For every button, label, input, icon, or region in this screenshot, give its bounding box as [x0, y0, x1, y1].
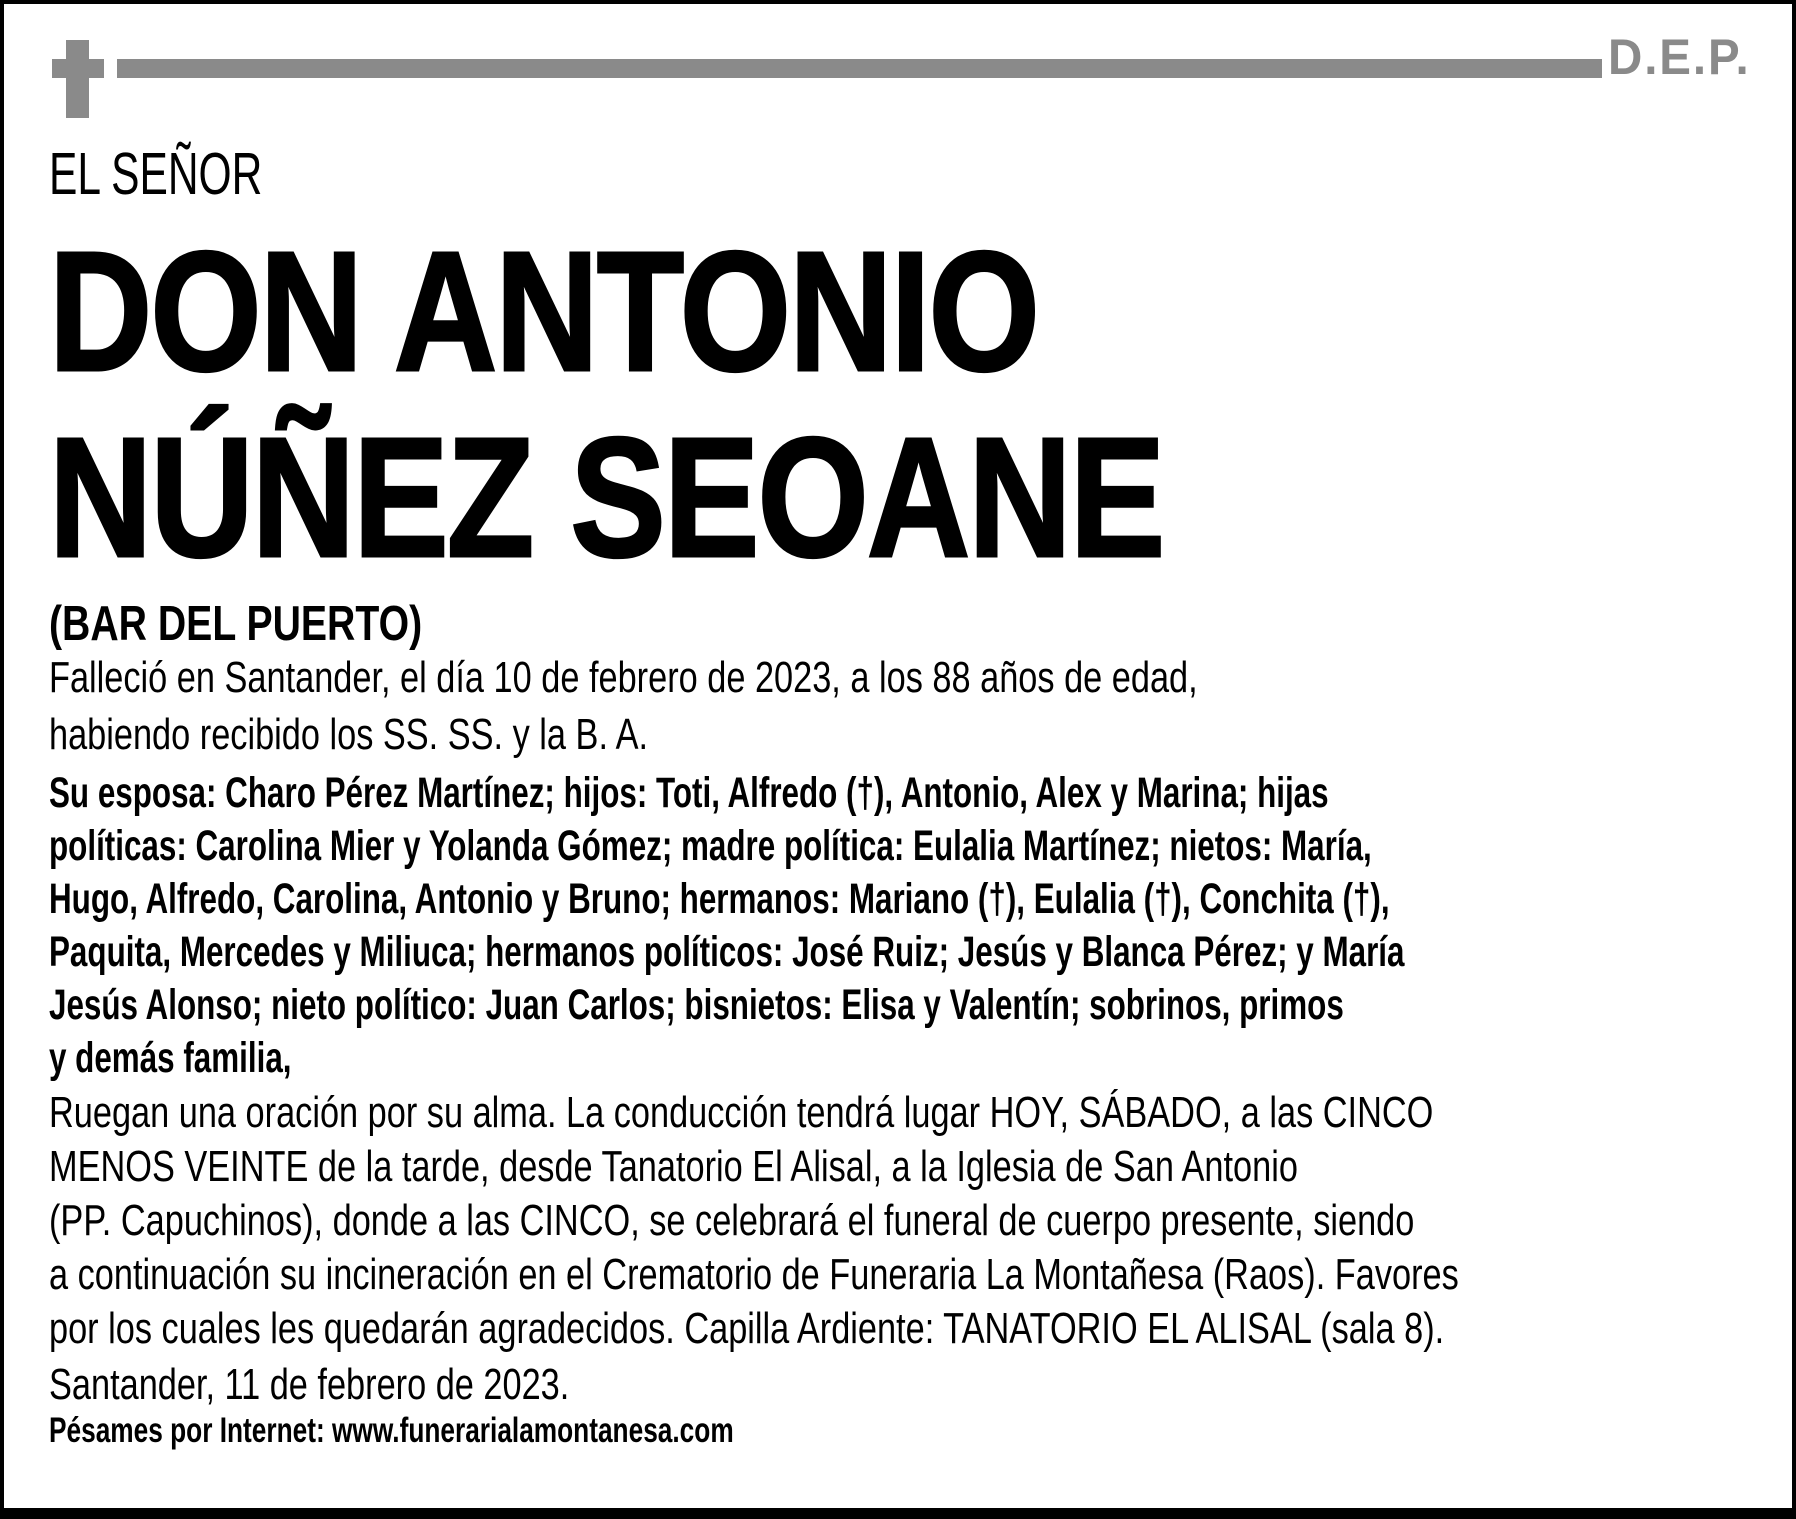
intro-text: EL SEÑOR — [49, 141, 263, 207]
family-list-line: Hugo, Alfredo, Carolina, Antonio y Bruno; hermanos: Mariano (†), Eulalia (†), Conchita (†), — [49, 875, 1390, 923]
family-list — [49, 767, 1404, 1085]
death-statement-line: Falleció en Santander, el día 10 de febrero de 2023, a los 88 años de edad, — [49, 653, 1198, 702]
dep-label: D.E.P. — [1608, 29, 1751, 85]
cross-icon — [52, 40, 104, 118]
deceased-alias: (BAR DEL PUERTO) — [49, 597, 423, 651]
death-statement — [49, 649, 1198, 763]
header-rule — [117, 59, 1602, 78]
funeral-details — [49, 1086, 1459, 1356]
funeral-details-line: MENOS VEINTE de la tarde, desde Tanatorio El Alisal, a la Iglesia de San Antonio — [49, 1142, 1298, 1191]
cross-icon-vertical-bar — [66, 40, 89, 118]
funeral-details-line: (PP. Capuchinos), donde a las CINCO, se celebrará el funeral de cuerpo presente, siendo — [49, 1196, 1415, 1245]
family-list-line: Jesús Alonso; nieto político: Juan Carlos; bisnietos: Elisa y Valentín; sobrinos, primos — [49, 981, 1344, 1029]
deceased-name-line1: DON ANTONIO — [49, 217, 1039, 407]
funeral-details-line: Ruegan una oración por su alma. La conducción tendrá lugar HOY, SÁBADO, a las CINCO — [49, 1088, 1434, 1137]
family-list-line: Paquita, Mercedes y Miliuca; hermanos políticos: José Ruiz; Jesús y Blanca Pérez; y María — [49, 928, 1405, 976]
dateline: Santander, 11 de febrero de 2023. — [49, 1360, 570, 1409]
deceased-name-line2: NÚÑEZ SEOANE — [49, 403, 1164, 593]
cross-icon-horizontal-bar — [52, 59, 104, 78]
family-list-line: políticas: Carolina Mier y Yolanda Gómez; madre política: Eulalia Martínez; nietos: María, — [49, 822, 1372, 870]
deceased-name — [49, 219, 1163, 591]
death-statement-line: habiendo recibido los SS. SS. y la B. A. — [49, 710, 649, 759]
internet-condolences-note: Pésames por Internet: www.funerarialamontanesa.com — [49, 1411, 734, 1450]
family-list-line: Su esposa: Charo Pérez Martínez; hijos: Toti, Alfredo (†), Antonio, Alex y Marina; hijas — [49, 769, 1329, 817]
funeral-details-line: a continuación su incineración en el Crematorio de Funeraria La Montañesa (Raos). Favores — [49, 1250, 1459, 1299]
family-list-line: y demás familia, — [49, 1034, 292, 1082]
funeral-details-line: por los cuales les quedarán agradecidos. Capilla Ardiente: TANATORIO EL ALISAL (sala 8). — [49, 1304, 1445, 1353]
